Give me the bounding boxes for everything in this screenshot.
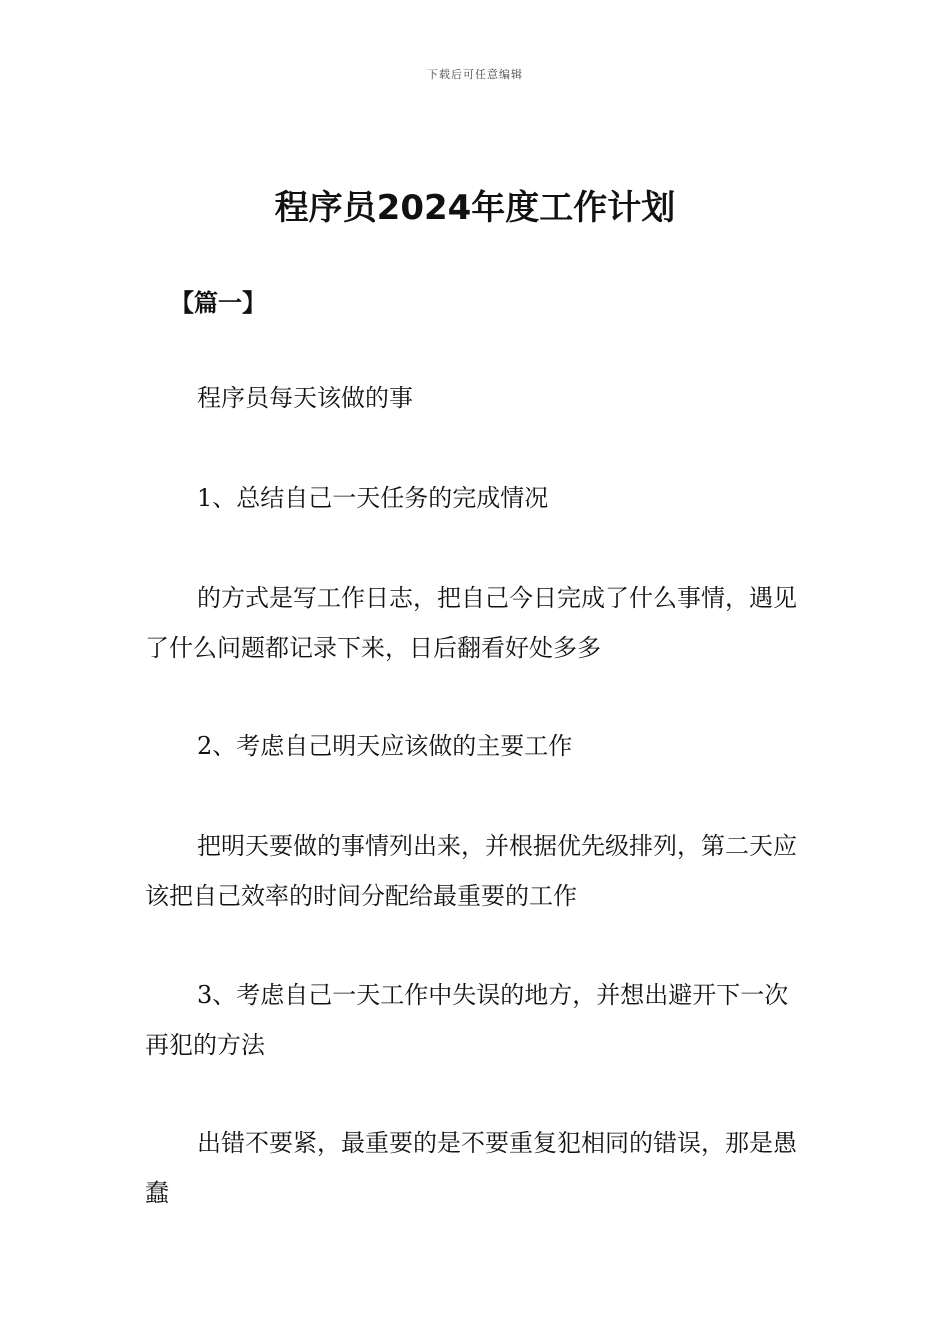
paragraph-heading: 程序员每天该做的事 [197, 384, 413, 412]
section-label: 【篇一】 [170, 289, 266, 317]
paragraph-item-1: 1、总结自己一天任务的完成情况 [197, 484, 549, 512]
paragraph-item-2: 2、考虑自己明天应该做的主要工作 [197, 732, 573, 760]
paragraph-item-2-detail: 把明天要做的事情列出来，并根据优先级排列，第二天应该把自己效率的时间分配给最重要的工作 [145, 832, 797, 910]
document-title: 程序员2024年度工作计划 [274, 188, 676, 228]
paragraph-item-3-detail: 出错不要紧，最重要的是不要重复犯相同的错误，那是愚蠢 [145, 1129, 797, 1207]
paragraph-item-1-detail: 的方式是写工作日志，把自己今日完成了什么事情，遇见了什么问题都记录下来，日后翻看好处多多 [145, 584, 797, 662]
page-header-note: 下载后可任意编辑 [427, 68, 523, 81]
paragraph-item-3: 3、考虑自己一天工作中失误的地方，并想出避开下一次再犯的方法 [145, 981, 789, 1059]
